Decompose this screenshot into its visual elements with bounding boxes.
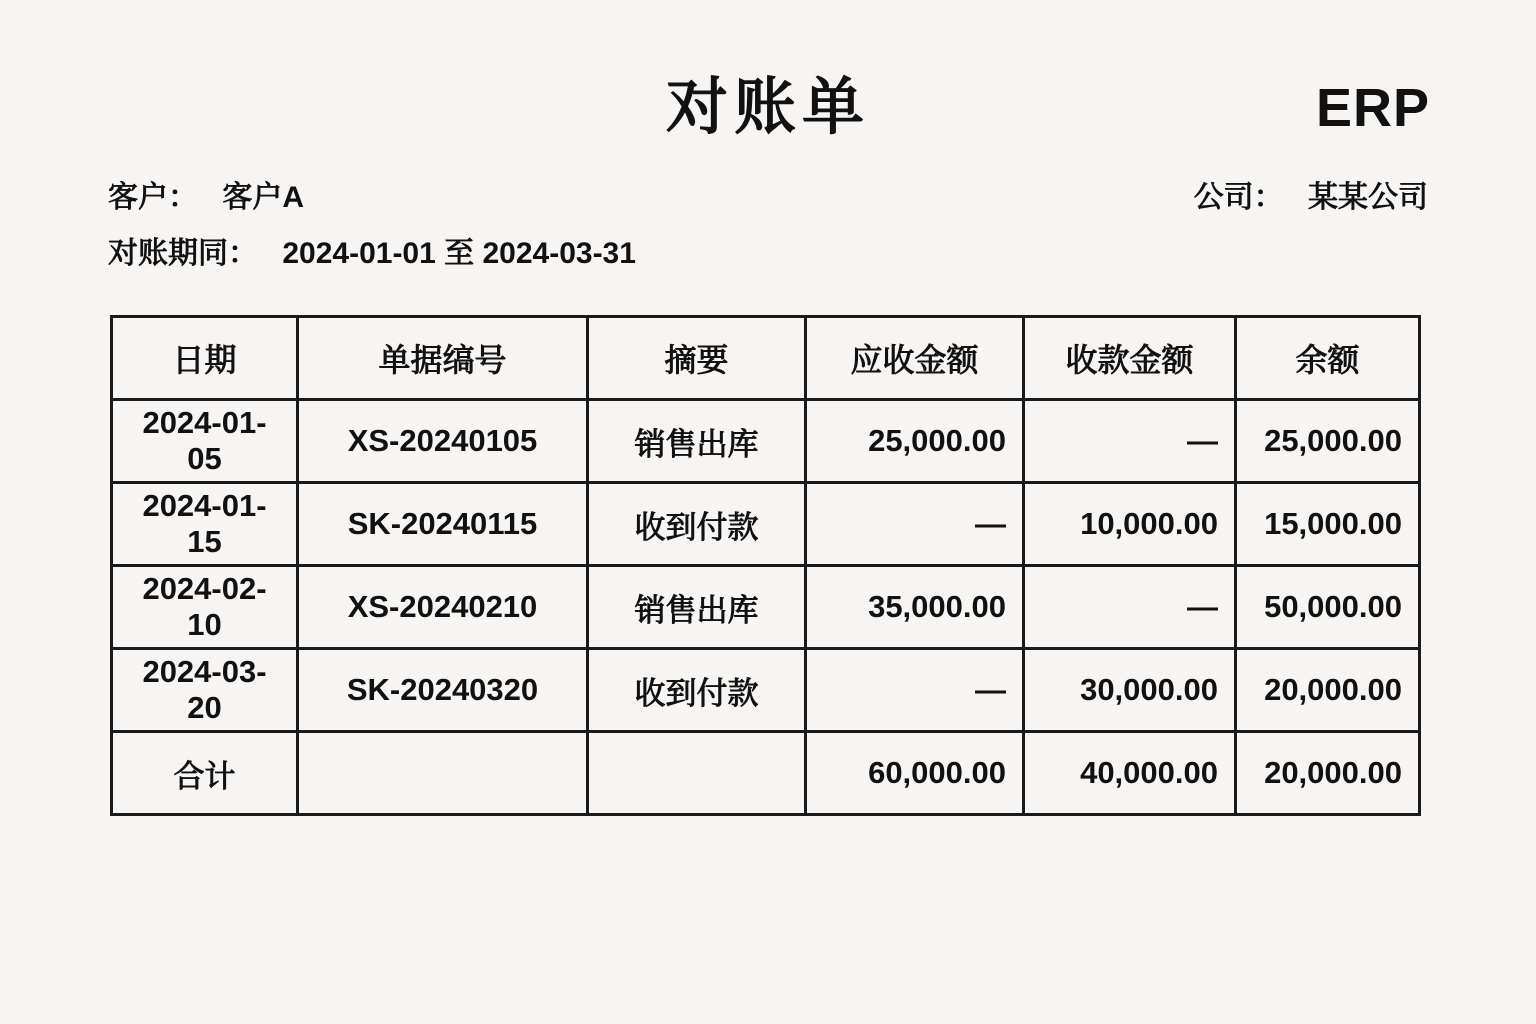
- page-title: 对账单: [665, 73, 870, 142]
- customer-value: 客户A: [222, 181, 305, 214]
- cell-receivable: —: [806, 649, 1024, 732]
- cell-received: 10,000.00: [1024, 483, 1236, 566]
- meta-line-customer: [108, 172, 1428, 228]
- table-row: [112, 649, 1420, 732]
- cell-total-received: 40,000.00: [1024, 732, 1236, 815]
- column-header-date: 日期: [112, 317, 298, 400]
- cell-doc-no: XS-20240210: [298, 566, 588, 649]
- meta-line-period: [108, 228, 1428, 284]
- document-header: [0, 68, 1536, 148]
- cell-receivable: 25,000.00: [806, 400, 1024, 483]
- cell-summary: 收到付款: [588, 649, 806, 732]
- period-field: [108, 228, 636, 272]
- column-header-doc-no: 单据缟号: [298, 317, 588, 400]
- table-row: [112, 566, 1420, 649]
- cell-balance: 25,000.00: [1236, 400, 1420, 483]
- brand-label: ERP: [1315, 78, 1430, 138]
- cell-received: —: [1024, 566, 1236, 649]
- cell-date: 2024-02-10: [112, 566, 298, 649]
- column-header-summary: 摘要: [588, 317, 806, 400]
- table-row: [112, 400, 1420, 483]
- cell-date: 2024-01-05: [112, 400, 298, 483]
- cell-date: 2024-01-15: [112, 483, 298, 566]
- cell-balance: 15,000.00: [1236, 483, 1420, 566]
- column-header-received: 收款金额: [1024, 317, 1236, 400]
- customer-label: 客户：: [108, 181, 198, 214]
- cell-total-receivable: 60,000.00: [806, 732, 1024, 815]
- cell-total-balance: 20,000.00: [1236, 732, 1420, 815]
- table-header-row: [112, 317, 1420, 400]
- cell-total-label: 合计: [112, 732, 298, 815]
- cell-received: 30,000.00: [1024, 649, 1236, 732]
- cell-balance: 20,000.00: [1236, 649, 1420, 732]
- cell-doc-no: SK-20240115: [298, 483, 588, 566]
- cell-balance: 50,000.00: [1236, 566, 1420, 649]
- cell-total-summary: [588, 732, 806, 815]
- period-label: 对账期同：: [108, 237, 258, 270]
- statement-table: [110, 315, 1421, 816]
- cell-date: 2024-03-20: [112, 649, 298, 732]
- cell-doc-no: XS-20240105: [298, 400, 588, 483]
- company-field: [1194, 172, 1428, 216]
- cell-receivable: —: [806, 483, 1024, 566]
- cell-summary: 销售出库: [588, 400, 806, 483]
- cell-summary: 收到付款: [588, 483, 806, 566]
- column-header-balance: 余额: [1236, 317, 1420, 400]
- column-header-receivable: 应收金额: [806, 317, 1024, 400]
- customer-field: [108, 172, 304, 216]
- cell-total-doc-no: [298, 732, 588, 815]
- document-meta: [108, 172, 1428, 284]
- cell-receivable: 35,000.00: [806, 566, 1024, 649]
- cell-received: —: [1024, 400, 1236, 483]
- table-row: [112, 483, 1420, 566]
- period-value: 2024-01-01 至 2024-03-31: [282, 237, 636, 270]
- company-label: 公司：: [1193, 181, 1284, 214]
- company-value: 某某公司: [1308, 181, 1428, 214]
- cell-doc-no: SK-20240320: [298, 649, 588, 732]
- cell-summary: 销售出库: [588, 566, 806, 649]
- table-total-row: [112, 732, 1420, 815]
